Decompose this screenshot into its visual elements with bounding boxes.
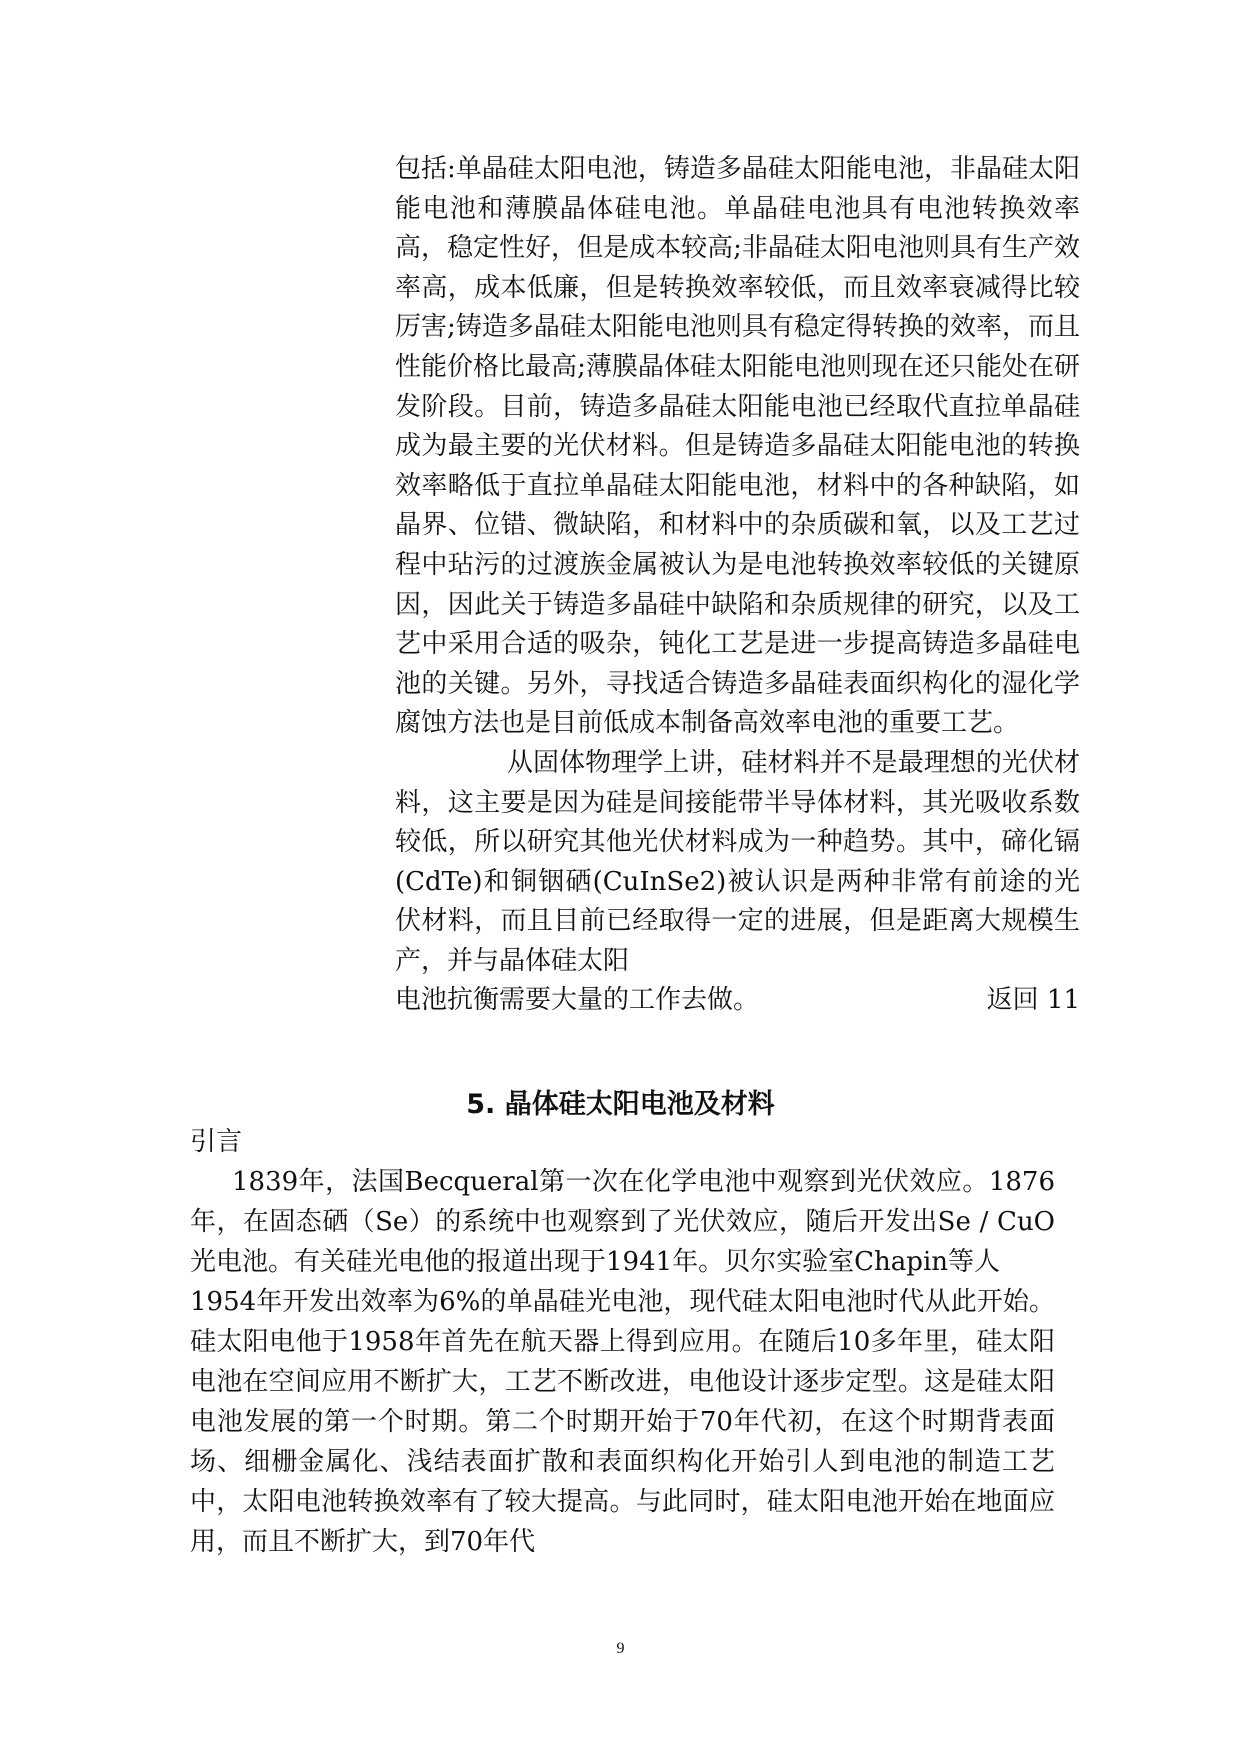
upper-text-block (395, 150, 1080, 1021)
paragraph-other-pv-materials: 从固体物理学上讲，硅材料并不是最理想的光伏材料，这主要是因为硅是间接能带半导体材料，其光吸收系数较低，所以研究其他光伏材料成为一种趋势。其中，碲化镉(CdTe)和铜铟硒(CuInSe2)被认识是两种非常有前途的光伏材料，而且目前已经取得一定的进展，但是距离大规模生产，并与晶体硅太阳 (395, 747, 1080, 976)
page-number: 9 (616, 1640, 625, 1657)
intro-heading: 引言 (190, 1127, 243, 1157)
section-title: 5. 晶体硅太阳电池及材料 (466, 1089, 775, 1120)
intro-paragraph-development: 1954年开发出效率为6%的单晶硅光电池，现代硅太阳电池时代从此开始。硅太阳电他于1958年首先在航天器上得到应用。在随后10多年里，硅太阳电池在空间应用不断扩大，工艺不断改进，电他设计逐步定型。这是硅太阳电池发展的第一个时期。第二个时期开始于70年代初，在这个时期背表面场、细栅金属化、浅结表面扩散和表面织构化开始引人到电池的制造工艺中，太阳电池转换效率有了较大提高。与此同时，硅太阳电池开始在地面应用，而且不断扩大，到70年代 (190, 1287, 1055, 1557)
intro-paragraph-history: 1839年，法国Becqueral第一次在化学电池中观察到光伏效应。1876年，在固态硒（Se）的系统中也观察到了光伏效应，随后开发出Se / CuO光电池。有关硅光电他的报道出现于1941年。贝尔实验室Chapin等人 (190, 1167, 1055, 1277)
paragraph-last-line: 电池抗衡需要大量的工作去做。 (395, 985, 760, 1016)
return-line (395, 981, 1080, 1021)
intro-block (190, 1122, 1055, 1562)
paragraph-solar-cell-types: 包括:单晶硅太阳电池，铸造多晶硅太阳能电池，非晶硅太阳能电池和薄膜晶体硅电池。单晶硅电池具有电池转换效率高，稳定性好，但是成本较高;非晶硅太阳电池则具有生产效率高，成本低廉，但是转换效率较低，而且效率衰减得比较厉害;铸造多晶硅太阳能电池则具有稳定得转换的效率，而且性能价格比最高;薄膜晶体硅太阳能电池则现在还只能处在研发阶段。目前，铸造多晶硅太阳能电池已经取代直拉单晶硅成为最主要的光伏材料。但是铸造多晶硅太阳能电池的转换效率略低于直拉单晶硅太阳能电池，材料中的各种缺陷，如晶界、位错、微缺陷，和材料中的杂质碳和氧，以及工艺过程中玷污的过渡族金属被认为是电池转换效率较低的关键原因，因此关于铸造多晶硅中缺陷和杂质规律的研究，以及工艺中采用合适的吸杂，钝化工艺是进一步提高铸造多晶硅电池的关键。另外，寻找适合铸造多晶硅表面织构化的湿化学腐蚀方法也是目前低成本制备高效率电池的重要工艺。 (395, 154, 1080, 739)
return-link[interactable]: 返回 11 (986, 985, 1080, 1016)
